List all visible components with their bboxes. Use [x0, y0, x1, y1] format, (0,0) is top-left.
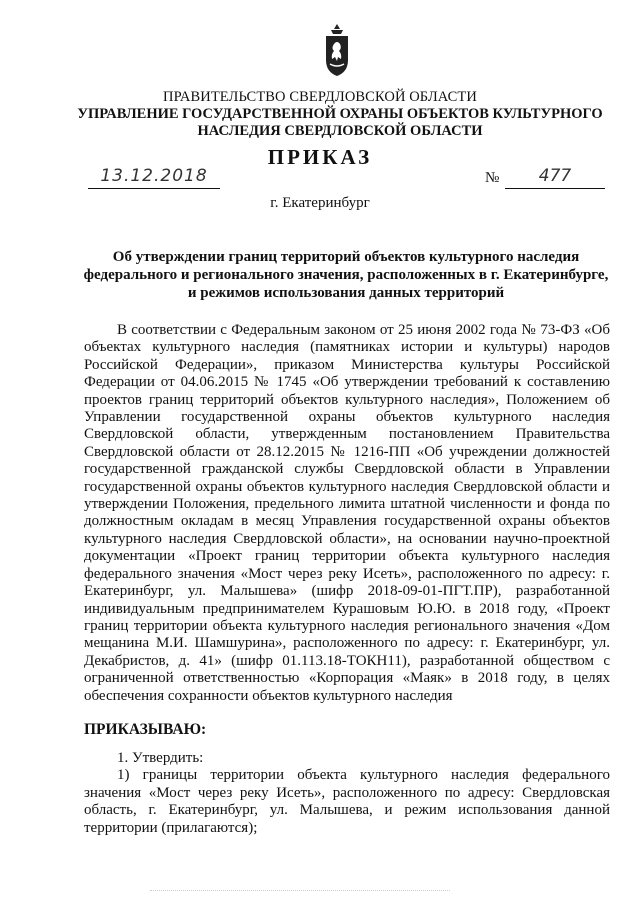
- order-date: 13.12.2018: [88, 166, 220, 189]
- list-item: 1) границы территории объекта культурного наследия федерального значения «Мост через реку Исеть», расположенного по адресу: Свердловская область, г. Екатеринбург, ул. Малышева, и режим использования данной территории (прилагаются);: [84, 767, 610, 836]
- list-item: 1. Утвердить:: [117, 750, 204, 766]
- coat-of-arms-emblem: [321, 22, 353, 80]
- government-name: ПРАВИТЕЛЬСТВО СВЕРДЛОВСКОЙ ОБЛАСТИ: [163, 89, 477, 105]
- order-number: 477: [505, 166, 605, 189]
- document-title: Об утверждении границ территорий объектов культурного наследия федерального и регионального значения, расположенных в г. Екатеринбурге, и режимов использования данных территорий: [83, 249, 609, 301]
- city: г. Екатеринбург: [270, 195, 370, 211]
- order-items: [84, 750, 610, 837]
- number-label: №: [485, 170, 500, 186]
- preamble: [84, 322, 610, 705]
- page-divider: [150, 890, 450, 891]
- document-type: ПРИКАЗ: [267, 145, 373, 169]
- department-name: УПРАВЛЕНИЕ ГОСУДАРСТВЕННОЙ ОХРАНЫ ОБЪЕКТОВ КУЛЬТУРНОГО НАСЛЕДИЯ СВЕРДЛОВСКОЙ ОБЛАСТИ: [77, 106, 603, 139]
- order-word: ПРИКАЗЫВАЮ:: [84, 721, 207, 738]
- preamble-text: В соответствии с Федеральным законом от 25 июня 2002 года № 73-ФЗ «Об объектах культурного наследия (памятниках истории и культуры) народов Российской Федерации», приказом Министерства культуры Российской Федерации от 04.06.2015 № 1745 «Об утверждении требований к составлению проектов границ территорий объектов культурного наследия», Положением об Управлении государственной охраны объектов культурного наследия Свердловской области, утвержденным постановлением Правительства Свердловской области от 28.12.2015 № 1216-ПП «Об учреждении должностей государственной гражданской службы Свердловской области в Управлении государственной охраны объектов культурного наследия Свердловской области и утверждении Положения, предельного лимита штатной численности и фонда по должностным окладам в месяц Управления государственной охраны объектов культурного наследия Свердловской области», на основании научно-проектной документации «Проект границ территории объекта культурного наследия федерального значения «Мост через реку Исеть», расположенного по адресу: г. Екатеринбург, ул. Малышева» (шифр 2018-09-01-ПГТ.ПР), разработанной индивидуальным предпринимателем Курашовым Ю.Ю. в 2018 году, «Проект границ территории объекта культурного наследия регионального значения «Дом мещанина М.И. Шамшурина», расположенного по адресу: г. Екатеринбург, ул. Декабристов, д. 41» (шифр 01.113.18-ТОКН11), разработанной обществом с ограниченной ответственностью «Корпорация «Маяк» в 2018 году, в целях обеспечения сохранности объектов культурного наследия: [84, 322, 610, 704]
